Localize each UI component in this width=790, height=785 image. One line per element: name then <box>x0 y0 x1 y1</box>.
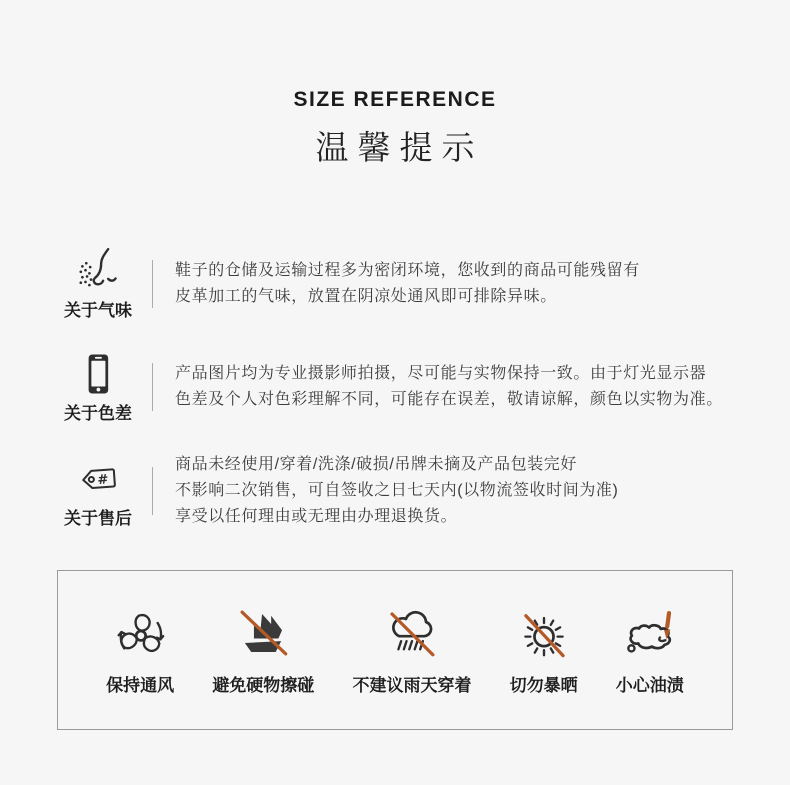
tip-label-color: 关于色差 <box>64 404 132 423</box>
vertical-divider <box>152 260 153 308</box>
care-item-ventilation <box>106 604 174 696</box>
tip-text-line: 不影响二次销售，可自签收之日七天内(以物流签收时间为准) <box>175 482 619 499</box>
tip-row-color <box>50 349 790 424</box>
size-reference-title: SIZE REFERENCE <box>293 88 497 111</box>
header <box>0 0 790 168</box>
tip-text-line: 享受以任何理由或无理由办理退换货。 <box>175 508 458 525</box>
tip-text-line: 产品图片均为专业摄影师拍摄，尽可能与实物保持一致。由于灯光显示器 <box>175 364 707 382</box>
care-label-ventilation: 保持通风 <box>106 676 175 695</box>
smartphone-icon <box>73 349 123 399</box>
care-label-no-hard-object: 避免硬物擦碰 <box>212 676 315 695</box>
vertical-divider <box>152 363 153 411</box>
svg-text:#: # <box>96 471 109 488</box>
price-tag-icon <box>73 454 123 504</box>
care-item-oil-stain <box>616 604 684 696</box>
care-item-no-hard-object <box>212 604 314 696</box>
tip-icon-column <box>50 454 146 529</box>
warm-tips-title: 温馨提示 <box>315 129 484 166</box>
tip-icon-column <box>50 349 146 424</box>
care-label-no-rain: 不建议雨天穿着 <box>352 676 472 695</box>
vertical-divider <box>152 467 153 515</box>
tips-section <box>50 246 790 530</box>
tip-text-color <box>175 361 723 413</box>
care-label-no-sun: 切勿暴晒 <box>509 676 578 695</box>
care-item-no-rain <box>352 604 471 696</box>
tip-text-line: 鞋子的仓储及运输过程多为密闭环境，您收到的商品可能残留有 <box>175 261 640 279</box>
no-sun-icon <box>515 604 573 662</box>
tip-text-smell <box>175 258 640 310</box>
fan-icon <box>111 604 169 662</box>
tip-text-line: 色差及个人对色彩理解不同，可能存在误差，敬请谅解，颜色以实物为准。 <box>175 390 723 408</box>
tip-row-aftersales <box>50 452 790 530</box>
no-hard-object-icon <box>234 604 292 662</box>
care-instructions-box <box>57 570 733 730</box>
tip-text-line: 皮革加工的气味，放置在阴凉处通风即可排除异味。 <box>175 287 557 305</box>
care-item-no-sun <box>510 604 578 696</box>
tip-icon-column <box>50 246 146 321</box>
no-rain-icon <box>383 604 441 662</box>
tip-label-aftersales: 关于售后 <box>64 508 132 528</box>
care-label-oil-stain: 小心油渍 <box>615 676 684 695</box>
oil-stain-icon <box>621 604 679 662</box>
tip-row-smell <box>50 246 790 321</box>
tip-label-smell: 关于气味 <box>64 301 132 320</box>
nose-smell-icon <box>73 246 123 296</box>
tip-text-line: 商品未经使用/穿着/洗涤/破损/吊牌未摘及产品包装完好 <box>175 456 577 473</box>
tip-text-aftersales <box>175 452 618 530</box>
